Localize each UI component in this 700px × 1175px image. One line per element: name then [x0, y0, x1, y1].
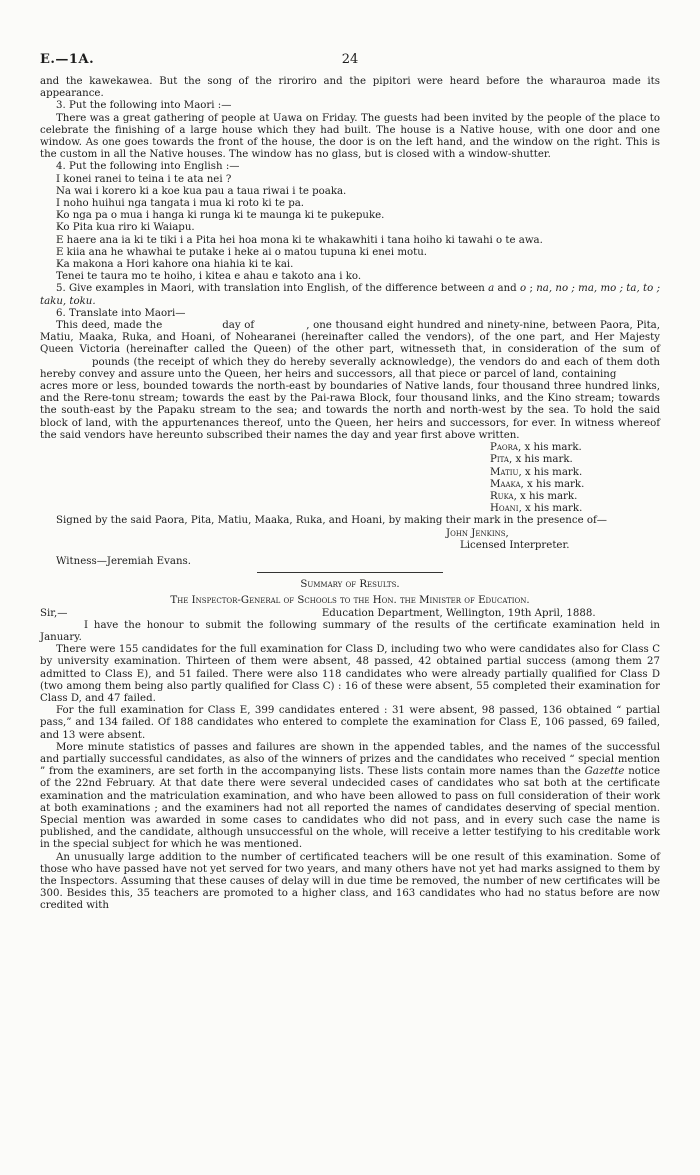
maori-line: E kiia ana he whawhai te putake i heke ai o matou tupuna ki enei motu.	[56, 246, 428, 258]
interpreter-title: Licensed Interpreter.	[460, 539, 570, 551]
document-page	[40, 0, 660, 913]
deed-text: This deed, made the day of , one thousand eight hundred and ninety-nine, between Paora, Pita, Matiu, Maaka, Ruka, and Hoani, of Nohearanei (hereinafter called the vendors), of the one part, and Her Majesty Queen Victoria (hereinafter called the Queen) of the other part, witnesseth that, in consideration of the sum ofpounds (the receipt of which they do hereby severally acknowledge), the vendors do and each of them doth hereby convey and assure unto the Queen, her heirs and successors, all that piece or parcel of land, containing	[40, 320, 660, 380]
summary-paragraph-2: There were 155 candidates for the full examination for Class D, including two who were candidates also for Class C by university examination. Thirteen of them were absent, 48 passed, 42 obtained partial success (among them 27 admitted to Class E), and 51 failed. There were also 118 candidates who were already partially qualified for Class D (two among them being also partly qualified for Class C) : 16 of these were absent, 55 completed their examination for Class D, and 47 failed.	[40, 644, 660, 704]
maori-line: E haere ana ia ki te tiki i a Pita hei hoa mona ki te whakawhiti i tana hoiho ki tawahi o te awa.	[56, 234, 543, 246]
page-header	[40, 52, 660, 76]
summary-title: Summary of Results.	[300, 579, 400, 591]
document-code: E.—1A.	[40, 52, 95, 67]
signed-statement: Signed by the said Paora, Pita, Matiu, Maaka, Ruka, and Hoani, by making their mark in the presence of—	[56, 515, 607, 527]
deed-text-continued: acres more or less, bounded towards the north-east by boundaries of Native lands, four thousand three hundred links, and the Rere-tonu stream; towards the east by the Pai-rawa Block, four thousand links, and the Kino stream; towards the south-east by the Papaku stream to the sea; and towards the north and north-west by the sea. To hold the said block of land, with the appurtenances thereof, unto the Queen, her heirs and successors, for ever. In witness whereof the said vendors have hereunto subscribed their names the day and year first above written.	[40, 381, 660, 441]
summary-address: The Inspector-General of Schools to the Hon. the Minister of Education.	[170, 595, 530, 607]
salutation: Sir,—	[40, 607, 68, 619]
signatory-marks	[490, 442, 660, 515]
maori-line: Na wai i korero ki a koe kua pau a taua riwai i te poaka.	[56, 185, 347, 197]
witness-line: Witness—Jeremiah Evans.	[56, 555, 191, 567]
question-3-text: There was a great gathering of people at Uawa on Friday. The guests had been invited by the people of the place to celebrate the finishing of a large house which they had built. The house is a Native house, with one door and one window. As one goes towards the front of the house, the door is on the left hand, and the window on the right. This is the custom in all the Native houses. The window has no glass, but is closed with a window-shutter.	[40, 112, 660, 161]
maori-line: Ko nga pa o mua i hanga ki runga ki te maunga ki te pukepuke.	[56, 210, 385, 222]
document-body	[40, 76, 660, 913]
signatory-mark: Paora, x his mark.	[490, 442, 582, 454]
maori-line: Ka makona a Hori kahore ona hiahia ki te kai.	[56, 259, 294, 271]
summary-paragraph-5: An unusually large addition to the number of certificated teachers will be one result of this examination. Some of those who have passed have not yet served for two years, and many others have not yet had marks assigned to them by the Inspectors. Assuming that these causes of delay will in due time be removed, the number of new certificates will be 300. Besides this, 35 teachers are promoted to a higher class, and 163 candidates who had no status before are now credited with	[40, 851, 660, 912]
dateline: Education Department, Wellington, 19th April, 1888.	[321, 607, 596, 619]
page-number: 24	[341, 52, 359, 67]
summary-paragraph-3: For the full examination for Class E, 399 candidates entered : 31 were absent, 98 passed, 136 obtained “ partial pass,” and 134 failed. Of 188 candidates who entered to complete the examination for Class E, 106 passed, 69 failed, and 13 were absent.	[40, 705, 660, 741]
signatory-mark: Pita, x his mark.	[490, 454, 573, 466]
question-5-pairs: na, no ; ma, mo ; ta, to ; taku, toku.	[40, 283, 661, 307]
signatory-mark: Matiu, x his mark.	[490, 466, 583, 478]
question-5: 5. Give examples in Maori, with translation into English, of the difference between a and o ; na, no ; ma, mo ; ta, to ; taku, toku.	[40, 283, 661, 307]
maori-line: Tenei te taura mo te hoiho, i kitea e ahau e takoto ana i ko.	[56, 271, 362, 283]
salutation-row	[40, 608, 660, 620]
intro-paragraph: and the kawekawea. But the song of the riroriro and the pipitori were heard before the wharauroa made its appearance.	[40, 76, 660, 100]
maori-line: I konei ranei to teina i te ata nei ?	[56, 173, 232, 185]
question-3-heading: 3. Put the following into Maori :—	[56, 100, 232, 112]
maori-line: I noho huihui nga tangata i mua ki roto ki te pa.	[56, 198, 305, 210]
question-6-heading: 6. Translate into Maori—	[56, 307, 186, 319]
signatory-mark: Hoani, x his mark.	[490, 503, 583, 515]
section-divider	[257, 572, 443, 573]
interpreter-name: John Jenkins,	[446, 527, 509, 539]
signatory-mark: Maaka, x his mark.	[490, 478, 585, 490]
maori-line: Ko Pita kua riro ki Waiapu.	[56, 222, 195, 234]
question-4-heading: 4. Put the following into English :—	[56, 161, 240, 173]
question-4-lines	[40, 174, 660, 284]
signatory-mark: Ruka, x his mark.	[490, 490, 578, 502]
summary-paragraph-4: More minute statistics of passes and failures are shown in the appended tables, and the names of the successful and partially successful candidates, as also of the winners of prizes and the candidates who received “ special mention ” from the examiners, are set forth in the accompanying lists. These lists contain more names than the Gazette notice of the 22nd February. At that date there were several undecided cases of candidates who sat both at the certificate examination and the matriculation examination, and who have been allowed to pass on full consideration of their work at both examinations ; and the examiners had not all reported the names of candidates deserving of special mention. Special mention was awarded in some cases to candidates who did not pass, and in every such case the name is published, and the candidate, although unsuccessful on the whole, will receive a letter testifying to his creditable work in the special subject for which he was mentioned.	[40, 741, 660, 851]
summary-paragraph-1: I have the honour to submit the following summary of the results of the certificate examination held in January.	[40, 619, 660, 643]
